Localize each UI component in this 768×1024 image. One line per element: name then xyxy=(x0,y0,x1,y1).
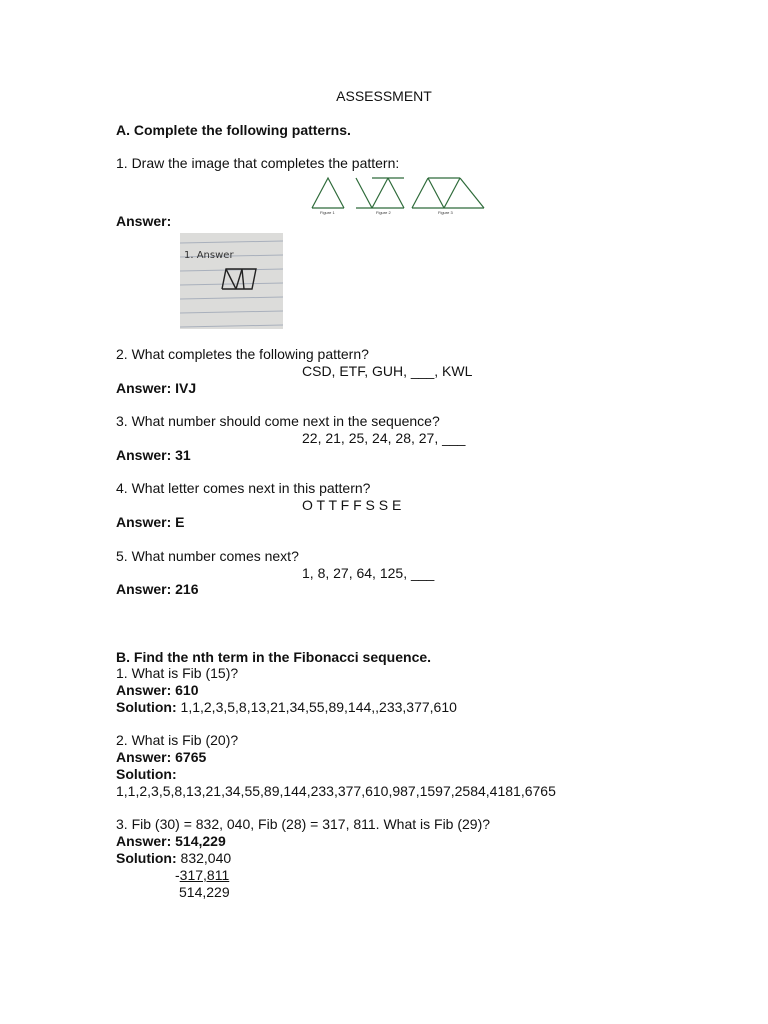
question-a4: 4. What letter comes next in this pattern? xyxy=(116,480,371,496)
solution-b1 xyxy=(116,699,457,716)
question-a2: 2. What completes the following pattern? xyxy=(116,346,369,362)
minus-sign: - xyxy=(175,867,180,883)
answer-a4: Answer: E xyxy=(116,514,185,530)
question-b2: 2. What is Fib (20)? xyxy=(116,732,239,748)
figure-label-2: Figure 2 xyxy=(376,210,391,215)
solution-b3-subtrahend: 317,811 xyxy=(179,867,230,883)
question-b3: 3. Fib (30) = 832, 040, Fib (28) = 317, 811. What is Fib (29)? xyxy=(116,816,491,832)
section-a-heading: A. Complete the following patterns. xyxy=(116,122,351,138)
section-b-heading: B. Find the nth term in the Fibonacci sequence. xyxy=(116,649,432,665)
page-title: ASSESSMENT xyxy=(336,88,432,104)
solution-b3 xyxy=(116,850,231,867)
triangle-pattern-figure xyxy=(308,174,488,216)
solution-b3-label: Solution: xyxy=(116,850,177,866)
sequence-a4: O T T F F S S E xyxy=(302,497,402,513)
question-b1: 1. What is Fib (15)? xyxy=(116,665,239,681)
question-a5: 5. What number comes next? xyxy=(116,548,299,564)
sequence-a2: CSD, ETF, GUH, ___, KWL xyxy=(302,363,473,379)
photo-caption: 1. Answer xyxy=(184,250,234,261)
answer-b3: Answer: 514,229 xyxy=(116,833,226,849)
sequence-a5: 1, 8, 27, 64, 125, ___ xyxy=(302,565,435,581)
question-a1: 1. Draw the image that completes the pattern: xyxy=(116,155,400,171)
solution-b2-label: Solution: xyxy=(116,766,177,782)
figure-1-triangle xyxy=(312,178,344,208)
answer-a3: Answer: 31 xyxy=(116,447,191,463)
figure-label-3: Figure 3 xyxy=(438,210,453,215)
answer-b2: Answer: 6765 xyxy=(116,749,207,765)
sequence-a3: 22, 21, 25, 24, 28, 27, ___ xyxy=(302,430,466,446)
answer-a2: Answer: IVJ xyxy=(116,380,197,396)
solution-b3-result: 514,229 xyxy=(179,884,230,900)
question-a3: 3. What number should come next in the sequence? xyxy=(116,413,440,429)
answer-a1-label: Answer: xyxy=(116,213,172,229)
solution-b3-subtrahend-line xyxy=(175,867,229,884)
solution-b2-text: 1,1,2,3,5,8,13,21,34,55,89,144,233,377,610,987,1597,2584,4181,6765 xyxy=(116,783,556,799)
answer-a5: Answer: 216 xyxy=(116,581,199,597)
figure-label-1: Figure 1 xyxy=(320,210,335,215)
solution-b3-minuend: 832,040 xyxy=(176,850,232,866)
solution-b1-label: Solution: xyxy=(116,699,177,715)
answer-b1: Answer: 610 xyxy=(116,682,199,698)
handwritten-answer-photo xyxy=(180,233,283,329)
solution-b1-text: 1,1,2,3,5,8,13,21,34,55,89,144,,233,377,610 xyxy=(176,699,457,715)
